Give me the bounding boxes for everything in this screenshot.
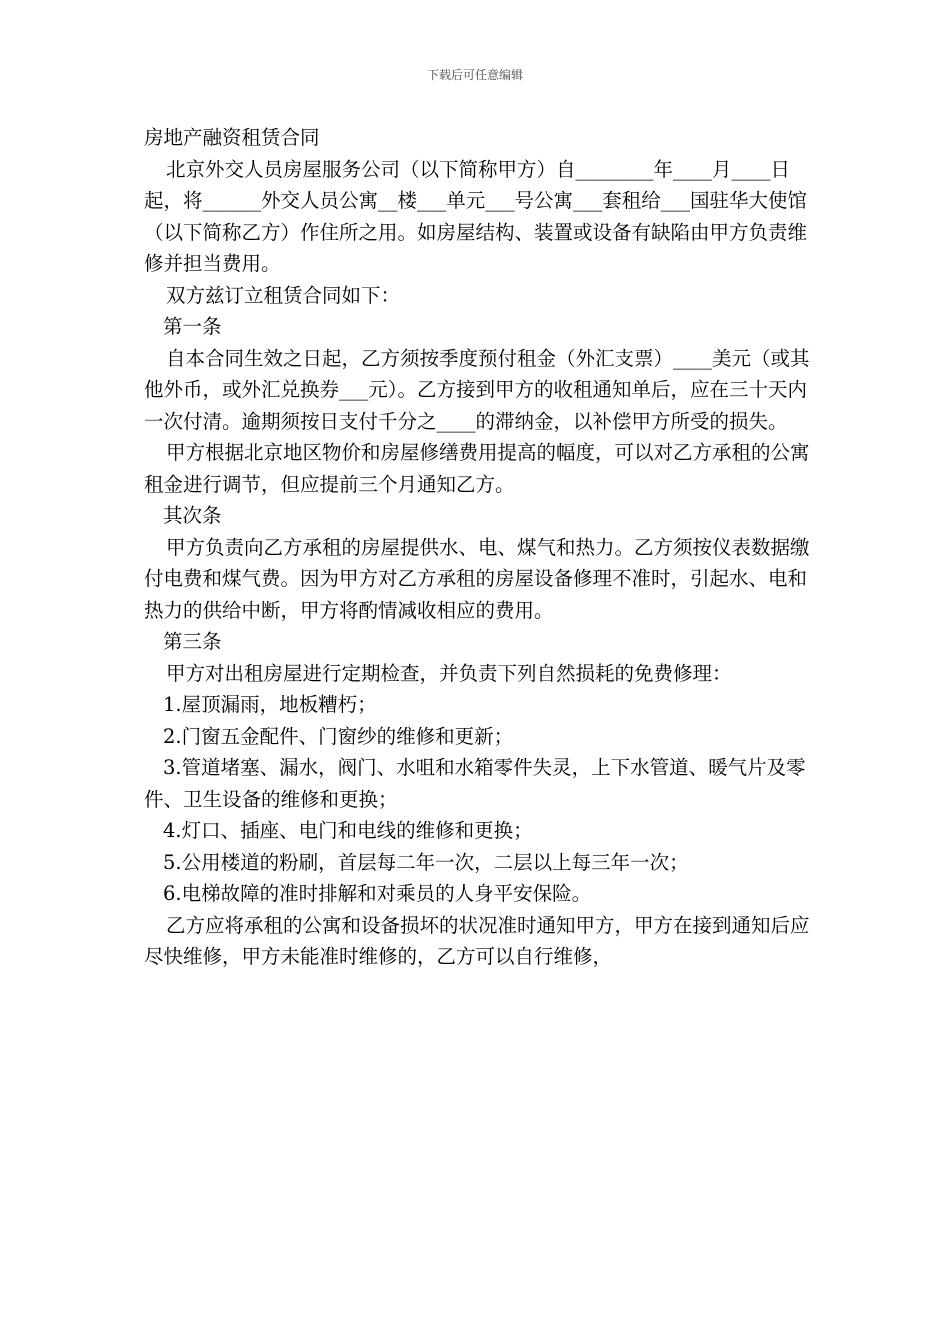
paragraph-utilities: 甲方负责向乙方承租的房屋提供水、电、煤气和热力。乙方须按仪表数据缴付电费和煤气费。因为甲方对乙方承租的房屋设备修理不准时，引起水、电和热力的供给中断，甲方将酌情减收相应的费用。: [144, 535, 810, 622]
list-item-3: 3.管道堵塞、漏水，阀门、水咀和水箱零件失灵，上下水管道、暖气片及零件、卫生设备的维修和更换；: [144, 756, 806, 811]
paragraph-inspection: 甲方对出租房屋进行定期检查，并负责下列自然损耗的免费修理：: [166, 661, 732, 685]
paragraph-rent-adjustment: 甲方根据北京地区物价和房屋修缮费用提高的幅度，可以对乙方承租的公寓租金进行调节，但应提前三个月通知乙方。: [144, 441, 810, 496]
list-item-6: 6.电梯故障的准时排解和对乘员的人身平安保险。: [163, 882, 592, 905]
document-title: 房地产融资租赁合同: [144, 126, 320, 149]
page-header-note: 下载后可任意编辑: [426, 68, 523, 82]
article-heading-3: 第三条: [163, 630, 222, 653]
list-item-4: 4.灯口、插座、电门和电线的维修和更换；: [163, 819, 533, 842]
list-item-1: 1.屋顶漏雨，地板糟朽；: [163, 693, 377, 716]
article-heading-1: 第一条: [163, 315, 222, 338]
list-item-2: 2.门窗五金配件、门窗纱的维修和更新；: [163, 724, 514, 748]
list-item-5: 5.公用楼道的粉刷，首层每二年一次，二层以上每三年一次；: [163, 850, 689, 874]
paragraph-intro: 北京外交人员房屋服务公司（以下简称甲方）自________年____月____日起，将______外交人员公寓__楼___单元___号公寓___套租给___国驻华大使馆（以下简称乙方）作住所之用。如房屋结构、装置或设备有缺陷由甲方负责维修并担当费用。: [144, 157, 808, 275]
document-body: [144, 122, 812, 973]
paragraph-rent-payment: 自本合同生效之日起，乙方须按季度预付租金（外汇支票）____美元（或其他外币，或外汇兑换券___元）。乙方接到甲方的收租通知单后，应在三十天内一次付清。逾期须按日支付千分之____的滞纳金，以补偿甲方所受的损失。: [144, 346, 810, 433]
paragraph-damage-notice: 乙方应将承租的公寓和设备损坏的状况准时通知甲方，甲方在接到通知后应尽快维修，甲方未能准时维修的，乙方可以自行维修，: [144, 913, 810, 968]
paragraph-agreement: 双方兹订立租赁合同如下：: [166, 283, 401, 307]
article-heading-2: 其次条: [163, 504, 222, 527]
